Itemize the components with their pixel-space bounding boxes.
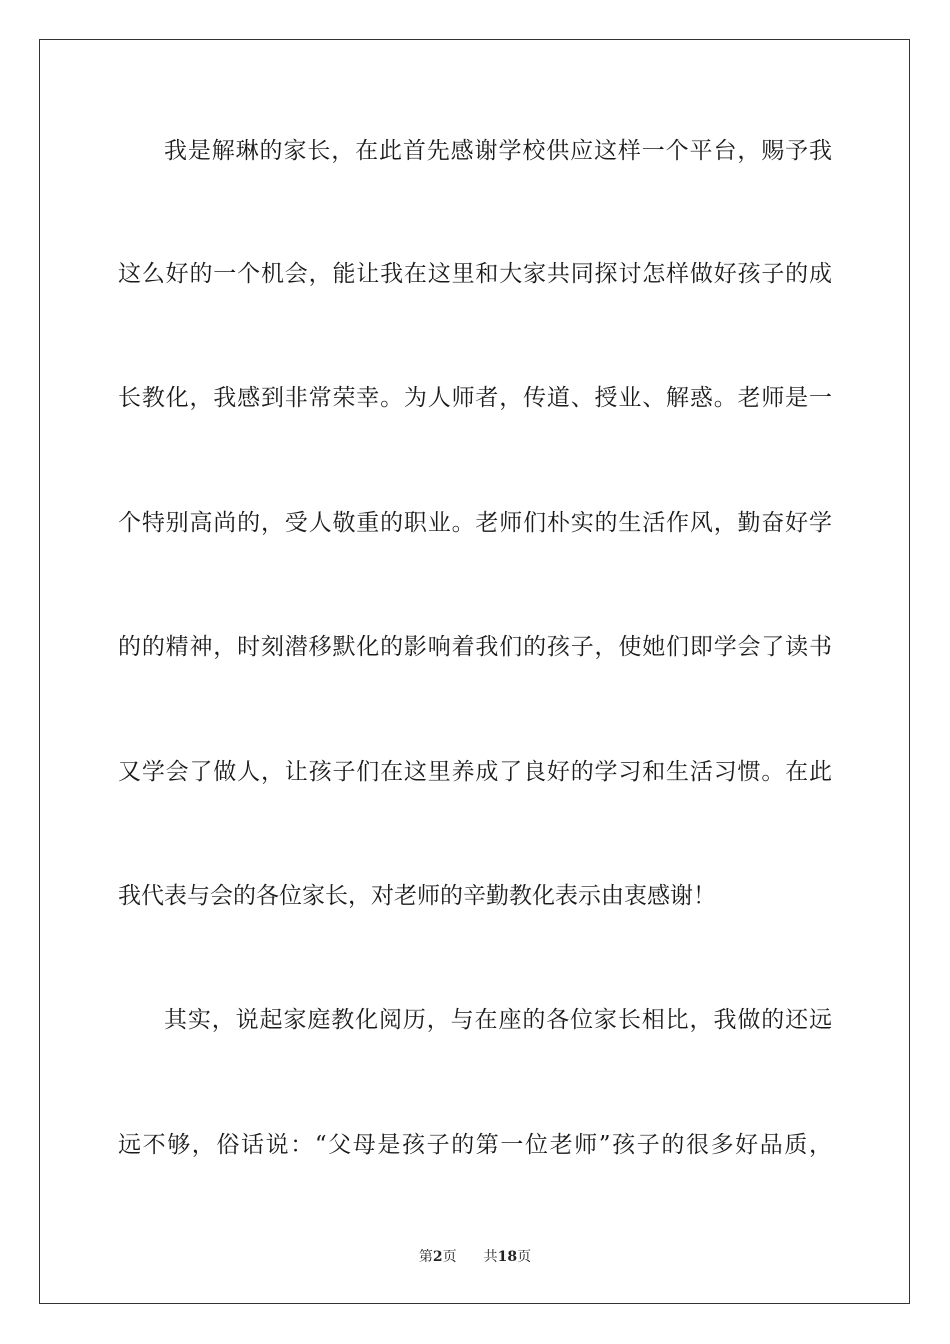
paragraph-line-6: 又学会了做人，让孩子们在这里养成了良好的学习和生活习惯。在此 <box>118 759 832 785</box>
paragraph-line-7: 我代表与会的各位家长，对老师的辛勤教化表示由衷感谢！ <box>118 883 716 909</box>
paragraph-line-3: 长教化，我感到非常荣幸。为人师者，传道、授业、解惑。老师是一 <box>118 385 832 411</box>
paragraph-line-2: 这么好的一个机会，能让我在这里和大家共同探讨怎样做好孩子的成 <box>118 261 832 287</box>
paragraph-line-5: 的的精神，时刻潜移默化的影响着我们的孩子，使她们即学会了读书 <box>118 634 832 660</box>
paragraph-line-4: 个特别高尚的，受人敬重的职业。老师们朴实的生活作风，勤奋好学 <box>118 510 832 536</box>
paragraph-line-1: 我是解琳的家长，在此首先感谢学校供应这样一个平台，赐予我 <box>164 138 832 164</box>
paragraph-line-8: 其实，说起家庭教化阅历，与在座的各位家长相比，我做的还远 <box>164 1007 832 1033</box>
page-number: 第2页 <box>418 1249 457 1265</box>
page-border <box>39 39 910 1304</box>
page-footer <box>0 1248 950 1266</box>
paragraph-line-9: 远不够，俗话说：“父母是孩子的第一位老师”孩子的很多好品质， <box>118 1132 832 1158</box>
total-pages: 共18页 <box>483 1249 532 1265</box>
